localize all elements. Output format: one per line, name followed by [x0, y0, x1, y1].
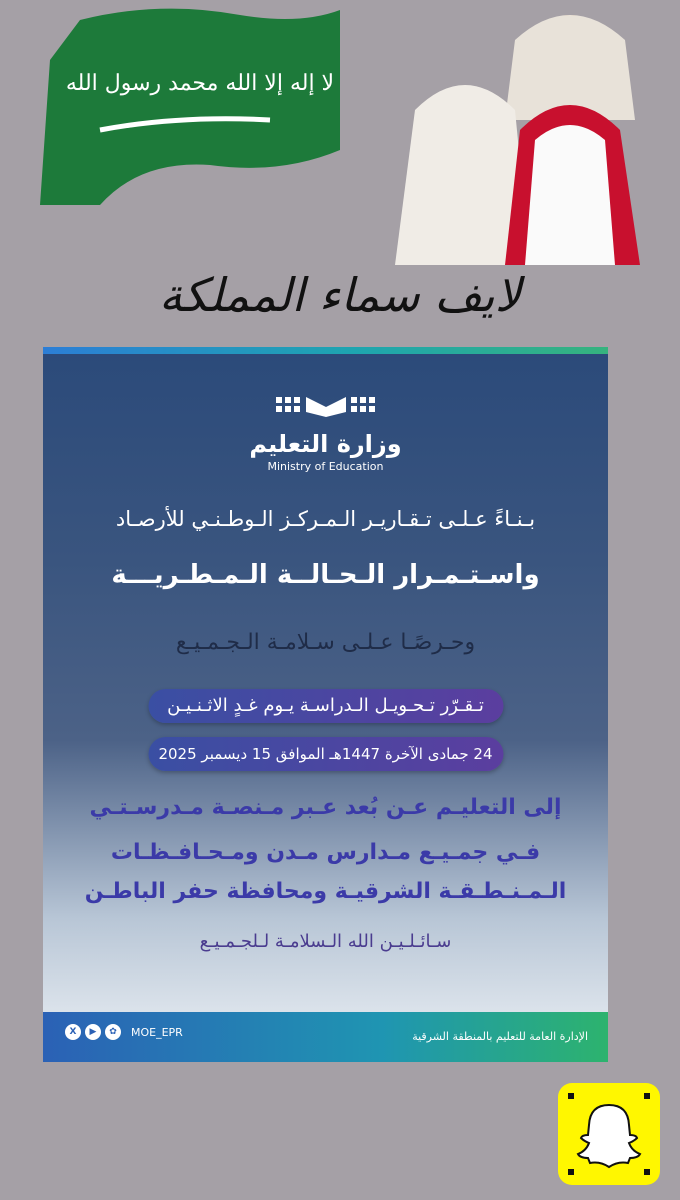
footer-bar: [43, 1012, 608, 1062]
youtube-icon[interactable]: ▶: [85, 1024, 101, 1040]
social-handle: MOE_EPR: [131, 1025, 183, 1039]
line-meteorology: بـنـاءً عـلـى تـقـاريـر الـمـركـز الـوطـنـي للأرصـاد: [115, 507, 536, 531]
line-all-schools: فـي جمـيـع مـدارس مـدن ومـحـافـظـات: [110, 840, 541, 865]
decision-pill: تـقـرّر تـحـويـل الـدراسـة يـوم غـدٍ الاثـنـيـن: [148, 689, 503, 723]
line-prayer: سـائـلـيـن الله الـسلامـة لـلجـمـيـع: [199, 931, 452, 952]
announcement-card: [43, 347, 608, 1062]
ministry-name-en: Ministry of Education: [267, 460, 384, 473]
ministry-logo: [43, 392, 608, 473]
leaders-portrait: [395, 0, 680, 265]
ministry-name-ar: وزارة التعليم: [249, 430, 402, 458]
snapchat-icon[interactable]: ✿: [105, 1024, 121, 1040]
date-pill: 24 جمادى الآخرة 1447هـ الموافق 15 ديسمبر 2025: [148, 737, 503, 771]
footer-org: الإدارة العامة للتعليم بالمنطقة الشرقية: [412, 1030, 588, 1043]
saudi-flag: [40, 0, 340, 205]
flag-text: لا إله إلا الله محمد رسول الله: [65, 71, 335, 96]
x-icon[interactable]: X: [65, 1024, 81, 1040]
header-decoration: [0, 0, 680, 345]
snapchat-ghost-icon: [558, 1083, 660, 1185]
line-region: الـمـنـطـقـة الشرقيـة ومحافظة حفر الباطـن: [84, 879, 567, 904]
line-safety: وحـرصًـا عـلـى سـلامـة الـجـمـيـع: [175, 630, 476, 655]
line-remote-learning: إلى التعليـم عـن بُعد عـبر مـنصـة مـدرسـتـي: [89, 795, 562, 820]
social-links: [65, 1024, 183, 1040]
brand-title: لايف سماء المملكة: [159, 268, 521, 322]
line-rain-continues: واسـتـمـرار الـحـالــة الـمـطـريـــة: [111, 560, 540, 590]
snapcode[interactable]: [558, 1083, 660, 1185]
top-stripe: [43, 347, 608, 354]
ministry-logo-icon: [271, 392, 381, 422]
